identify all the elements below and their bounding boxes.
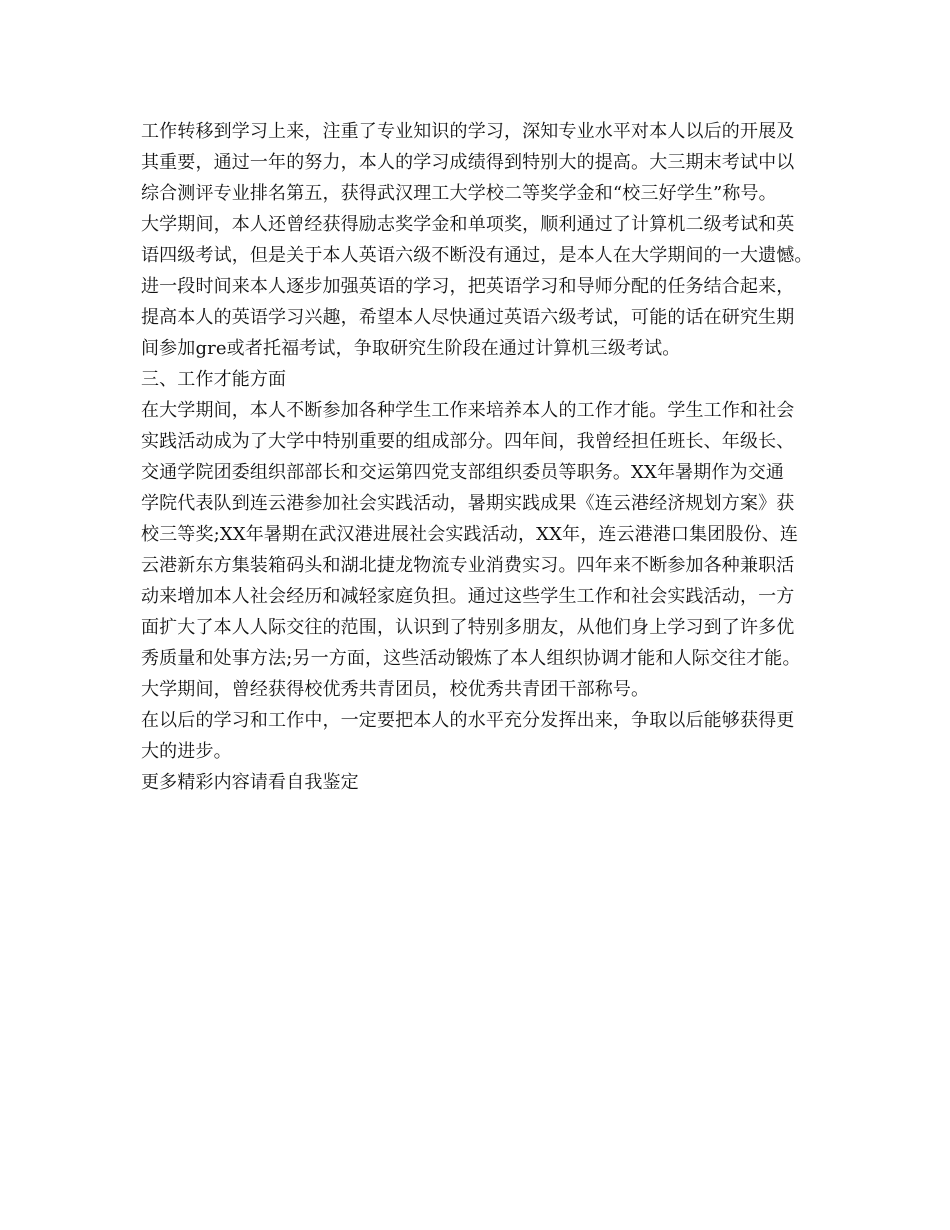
text-line-3: 综合测评专业排名第五，获得武汉理工大学校二等奖学金和“校三好学生”称号。 <box>141 183 777 204</box>
text-line-4: 大学期间，本人还曾经获得励志奖学金和单项奖，顺利通过了计算机二级考试和英 <box>141 214 795 235</box>
text-line-12: 交通学院团委组织部部长和交运第四党支部组织委员等职务。XX年暑期作为交通 <box>141 462 785 483</box>
text-line-6: 进一段时间来本人逐步加强英语的学习，把英语学习和导师分配的任务结合起来， <box>141 276 795 297</box>
text-line-2: 其重要，通过一年的努力，本人的学习成绩得到特别大的提高。大三期末考试中以 <box>141 152 795 173</box>
text-line-1: 工作转移到学习上来，注重了专业知识的学习，深知专业水平对本人以后的开展及 <box>141 121 795 142</box>
text-line-15: 云港新东方集装箱码头和湖北捷龙物流专业消费实习。四年来不断参加各种兼职活 <box>141 555 795 576</box>
text-line-7: 提高本人的英语学习兴趣，希望本人尽快通过英语六级考试，可能的话在研究生期 <box>141 307 795 328</box>
text-line-8: 间参加gre或者托福考试，争取研究生阶段在通过计算机三级考试。 <box>141 338 681 359</box>
text-line-20: 在以后的学习和工作中，一定要把本人的水平充分发挥出来，争取以后能够获得更 <box>141 710 795 731</box>
text-line-13: 学院代表队到连云港参加社会实践活动，暑期实践成果《连云港经济规划方案》获 <box>141 493 795 514</box>
text-line-18: 秀质量和处事方法;另一方面，这些活动锻炼了本人组织协调才能和人际交往才能。 <box>141 648 801 669</box>
text-line-14: 校三等奖;XX年暑期在武汉港进展社会实践活动，XX年，连云港港口集团股份、连 <box>141 524 799 545</box>
text-line-5: 语四级考试，但是关于本人英语六级不断没有通过，是本人在大学期间的一大遗憾。 <box>141 245 813 266</box>
text-line-19: 大学期间，曾经获得校优秀共青团员，校优秀共青团干部称号。 <box>141 679 650 700</box>
text-line-21: 大的进步。 <box>141 741 232 762</box>
text-line-16: 动来增加本人社会经历和减轻家庭负担。通过这些学生工作和社会实践活动，一方 <box>141 586 795 607</box>
section-heading: 三、工作才能方面 <box>141 369 287 390</box>
more-content-text: 更多精彩内容请看自我鉴定 <box>141 772 359 793</box>
document-body <box>141 116 823 798</box>
text-line-11: 实践活动成为了大学中特别重要的组成部分。四年间，我曾经担任班长、年级长、 <box>141 431 795 452</box>
text-line-10: 在大学期间，本人不断参加各种学生工作来培养本人的工作才能。学生工作和社会 <box>141 400 795 421</box>
text-line-17: 面扩大了本人人际交往的范围，认识到了特别多朋友，从他们身上学习到了许多优 <box>141 617 795 638</box>
